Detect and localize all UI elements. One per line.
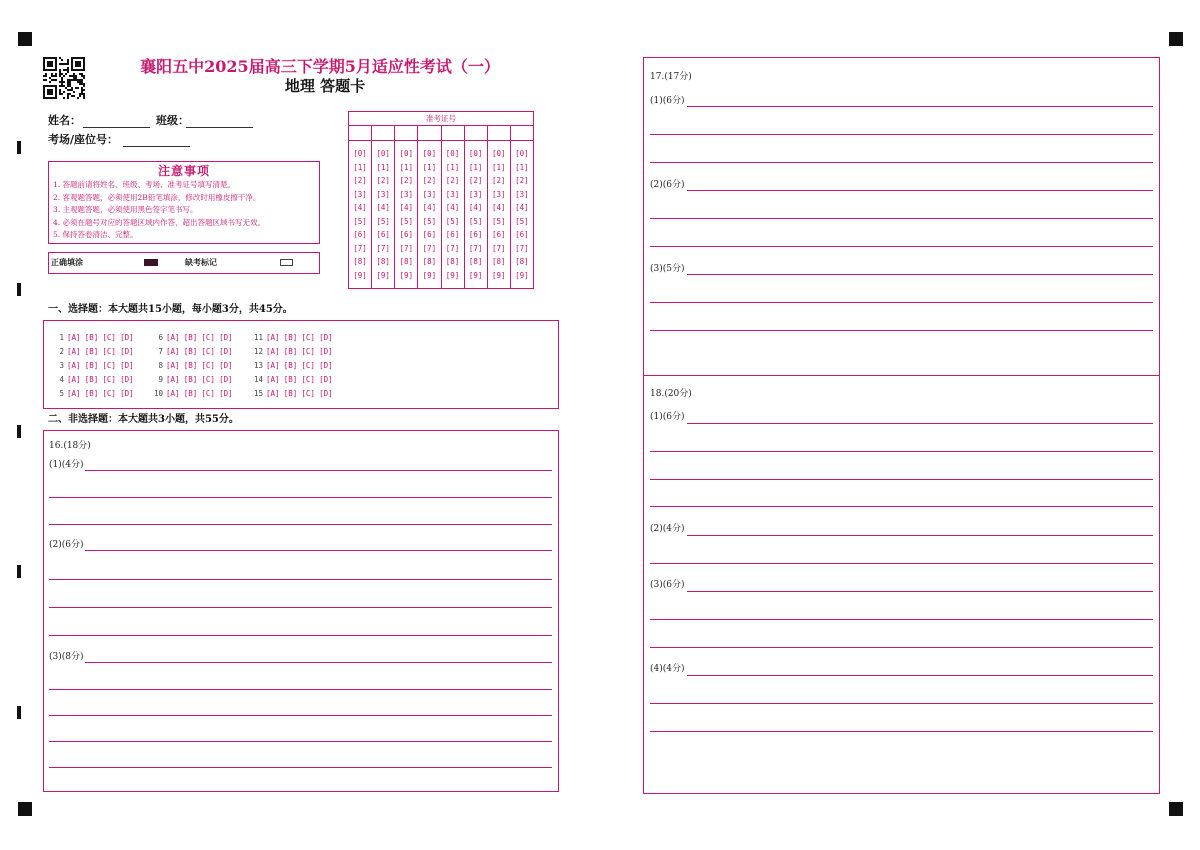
exam-id-digit-bubble: [9] [353,270,367,280]
choice-question-number: 13 [253,361,263,370]
choice-question-number: 7 [158,347,163,356]
choice-option-bubble: [A] [266,361,280,370]
choice-option-bubble: [A] [266,333,280,342]
choice-question [149,331,237,345]
choice-option-bubble: [C] [201,347,215,356]
exam-id-digit-bubble: [3] [468,189,483,199]
exam-id-digit-bubble: [2] [492,176,506,185]
q17-q18-answer-area [643,57,1160,794]
exam-id-digit-bubble: [7] [422,243,437,253]
q17-part-2-line [687,190,1153,191]
choice-question [50,387,138,401]
exam-id-digit-bubble: [6] [445,230,460,239]
choice-option-bubble: [B] [183,389,198,398]
choice-option-bubble: [A] [67,347,81,356]
choice-option-bubble: [D] [319,361,333,370]
q18-part-1-line [687,423,1153,424]
qr-finder-top-left [43,57,57,71]
choice-question-number: 2 [59,347,64,356]
exam-id-digit-bubble: [8] [492,257,506,266]
answer-line [49,741,552,742]
exam-id-digit-bubble: [3] [515,189,529,199]
exam-id-digit-bubble: [0] [353,149,367,158]
choice-option-bubble: [D] [120,389,134,398]
exam-id-digit-bubble: [8] [399,257,414,266]
choice-option-bubble: [B] [84,389,99,398]
q16-part-2-line [85,550,552,551]
exam-id-digit-bubble: [4] [492,203,506,212]
choice-option-bubble: [A] [67,361,81,370]
answer-line [49,767,552,768]
choice-option-bubble: [C] [201,375,215,384]
exam-id-digit-bubble: [4] [353,203,367,212]
exam-id-digit-bubble: [0] [468,149,483,158]
choice-option-bubble: [C] [301,347,315,356]
exam-id-digit-bubble: [5] [399,216,414,226]
name-label: 姓名： [48,114,81,127]
choice-question-number: 11 [253,333,263,342]
exam-id-digit-bubble: [8] [445,257,460,266]
exam-id-digit-bubble: [9] [515,270,529,280]
exam-id-digit-bubble: [1] [422,162,437,172]
notice-list [53,179,319,242]
answer-line [650,218,1153,219]
exam-id-digit-bubble: [2] [468,176,483,185]
choice-option-bubble: [A] [166,361,180,370]
exam-id-digit-bubble: [7] [376,243,390,253]
notice-title: 注意事项 [157,164,210,178]
choice-option-bubble: [D] [120,361,134,370]
q17-part-2-label: (2)(6分) [650,180,685,190]
exam-id-digit-bubble: [3] [422,189,437,199]
exam-id-digit-bubble: [3] [445,189,460,199]
correct-fill-label: 正确填涂 [51,257,83,267]
exam-id-entry-cell [442,126,465,140]
exam-id-entry-row [349,126,533,141]
exam-id-digit-bubble: [6] [353,230,367,239]
choice-option-bubble: [D] [120,375,134,384]
exam-id-digit-bubble: [3] [399,189,414,199]
choice-option-bubble: [C] [102,347,116,356]
answer-line [650,134,1153,135]
exam-id-entry-cell [372,126,395,140]
exam-id-digit-bubble: [0] [422,149,437,158]
exam-id-digit-column [442,141,465,288]
answer-line [650,703,1153,704]
exam-id-digit-column [349,141,372,288]
choice-option-bubble: [B] [183,361,198,370]
answer-line [49,689,552,690]
q18-part-1-label: (1)(6分) [650,412,685,422]
exam-id-digit-bubble: [9] [422,270,437,280]
choice-option-bubble: [B] [84,361,99,370]
choice-option-bubble: [D] [319,389,333,398]
choice-option-bubble: [A] [67,375,81,384]
choice-question-number: 6 [158,333,163,342]
answer-line [650,451,1153,452]
q18-part-3-line [687,591,1153,592]
answer-line [49,497,552,498]
q17-part-3-line [687,274,1153,275]
answer-line [650,731,1153,732]
choice-option-bubble: [C] [301,333,315,342]
answer-line [49,524,552,525]
answer-line [650,302,1153,303]
class-label: 班级： [156,114,189,127]
q18-part-4-line [687,675,1153,676]
exam-id-entry-cell [511,126,533,140]
choice-option-bubble: [A] [266,389,280,398]
exam-id-title: 准考证号 [349,112,533,126]
notice-item: 3. 主观题答题，必须使用黑色签字笔书写。 [53,205,198,215]
exam-subtitle: 地理 答题卡 [284,77,366,95]
seat-field [123,146,190,147]
exam-id-digit-bubble: [9] [376,270,390,280]
exam-id-digit-column [511,141,533,288]
seat-label: 考场/座位号： [48,133,119,146]
choice-option-bubble: [D] [219,361,233,370]
exam-id-entry-cell [395,126,418,140]
choice-option-bubble: [D] [120,333,134,342]
answer-line [650,246,1153,247]
timing-mark [17,283,21,296]
exam-id-digit-bubble: [7] [445,243,460,253]
choice-question-number: 4 [59,375,64,384]
q18-part-2-label: (2)(4分) [650,524,685,534]
notice-item: 1. 答题前请将姓名、班级、考场、准考证号填写清楚。 [53,180,236,189]
q16-title: 16.(18分) [49,441,91,451]
q16-part-1-label: (1)(4分) [49,460,84,470]
answer-line [650,619,1153,620]
timing-mark [17,565,21,578]
exam-id-entry-cell [418,126,441,140]
exam-id-digit-bubble: [6] [399,230,414,239]
q16-part-3-line [85,662,552,663]
qr-finder-top-right [71,57,85,71]
answer-line [49,715,552,716]
choice-option-bubble: [C] [102,361,116,370]
choice-question [149,345,237,359]
exam-id-digit-bubble: [7] [353,243,367,253]
exam-id-bubble-area [349,141,533,288]
choice-option-bubble: [D] [219,333,233,342]
choice-option-bubble: [D] [319,375,333,384]
exam-id-digit-column [465,141,488,288]
exam-id-digit-bubble: [5] [422,216,437,226]
choice-option-bubble: [A] [266,347,280,356]
choice-question-number: 14 [253,375,263,384]
choice-question-number: 1 [59,333,64,342]
choice-option-bubble: [C] [301,389,315,398]
answer-line [49,635,552,636]
exam-id-digit-bubble: [6] [492,230,506,239]
exam-id-digit-bubble: [0] [399,149,414,158]
choice-question [50,359,138,373]
exam-id-digit-bubble: [5] [492,216,506,226]
exam-id-digit-bubble: [4] [445,203,460,212]
exam-id-digit-bubble: [8] [422,257,437,266]
choice-question-number: 10 [153,389,163,398]
absent-mark-label: 缺考标记 [185,257,217,267]
choice-question [50,345,138,359]
answer-line [650,162,1153,163]
choice-option-bubble: [B] [183,375,198,384]
timing-mark [17,706,21,719]
choice-answer-box [43,320,559,409]
choice-option-bubble: [C] [201,389,215,398]
exam-id-digit-bubble: [4] [515,203,529,212]
q18-part-2-line [687,535,1153,536]
exam-id-digit-bubble: [2] [445,176,460,185]
choice-question [149,387,237,401]
exam-id-digit-bubble: [2] [376,176,390,185]
choice-option-bubble: [C] [301,375,315,384]
exam-id-digit-bubble: [1] [353,162,367,172]
exam-id-digit-bubble: [5] [515,216,529,226]
exam-id-digit-bubble: [1] [468,162,483,172]
timing-mark [17,141,21,154]
exam-id-digit-bubble: [8] [376,257,390,266]
exam-id-digit-bubble: [1] [515,162,529,172]
choice-section-title: 一、选择题：本大题共15小题，每小题3分，共45分。 [48,304,293,315]
choice-option-bubble: [A] [67,389,81,398]
exam-id-digit-bubble: [7] [399,243,414,253]
exam-id-digit-bubble: [3] [492,189,506,199]
exam-id-digit-bubble: [5] [468,216,483,226]
choice-option-bubble: [B] [283,347,298,356]
q16-part-2-label: (2)(6分) [49,540,84,550]
exam-id-entry-cell [488,126,511,140]
exam-id-digit-bubble: [0] [445,149,460,158]
q18-title: 18.(20分) [650,389,692,399]
choice-option-bubble: [B] [84,347,99,356]
answer-line [650,330,1153,331]
corner-mark-top-left [18,32,32,46]
exam-id-digit-bubble: [6] [422,230,437,239]
answer-line [49,579,552,580]
exam-id-digit-bubble: [0] [376,149,390,158]
exam-id-digit-bubble: [6] [468,230,483,239]
q18-part-4-label: (4)(4分) [650,664,685,674]
exam-id-digit-bubble: [4] [376,203,390,212]
choice-option-bubble: [C] [102,375,116,384]
corner-mark-bottom-right [1169,802,1183,816]
choice-question [249,345,337,359]
choice-question [50,331,138,345]
exam-id-digit-bubble: [9] [492,270,506,280]
name-field [83,127,150,128]
exam-id-entry-cell [349,126,372,140]
exam-id-digit-bubble: [9] [445,270,460,280]
choice-question [149,373,237,387]
correct-fill-sample [144,259,158,266]
choice-option-bubble: [B] [84,375,99,384]
choice-question-number: 8 [158,361,163,370]
written-section-title: 二、非选择题：本大题共3小题，共55分。 [48,414,239,425]
exam-id-digit-bubble: [8] [353,257,367,266]
exam-id-digit-bubble: [0] [492,149,506,158]
notice-item: 4. 必须在题号对应的答题区域内作答，超出答题区域书写无效。 [53,217,266,227]
choice-question-number: 5 [59,389,64,398]
absent-mark-box [280,259,293,266]
exam-id-digit-bubble: [0] [515,149,529,158]
exam-id-digit-column [372,141,395,288]
exam-id-digit-bubble: [5] [353,216,367,226]
choice-question [249,373,337,387]
choice-option-bubble: [A] [166,389,180,398]
choice-option-bubble: [C] [201,361,215,370]
choice-option-bubble: [B] [84,333,99,342]
q16-answer-area [43,430,559,792]
choice-question [249,387,337,401]
choice-option-bubble: [B] [283,333,298,342]
exam-id-digit-bubble: [9] [399,270,414,280]
exam-id-digit-bubble: [8] [468,257,483,266]
exam-id-digit-bubble: [7] [515,243,529,253]
choice-option-bubble: [B] [283,375,298,384]
exam-id-digit-bubble: [5] [376,216,390,226]
exam-id-digit-bubble: [2] [515,176,529,185]
answer-line [650,506,1153,507]
exam-id-digit-column [395,141,418,288]
answer-line [49,607,552,608]
exam-id-digit-bubble: [5] [445,216,460,226]
choice-option-bubble: [D] [319,347,333,356]
exam-id-digit-column [488,141,511,288]
exam-id-digit-bubble: [2] [422,176,437,185]
choice-option-bubble: [D] [120,347,134,356]
q17-part-3-label: (3)(5分) [650,264,685,274]
fill-legend-box [48,252,320,274]
choice-option-bubble: [D] [219,375,233,384]
q17-part-1-label: (1)(6分) [650,96,685,106]
choice-option-bubble: [C] [201,333,215,342]
exam-id-digit-column [418,141,441,288]
exam-id-digit-bubble: [1] [445,162,460,172]
qr-code [43,57,85,99]
exam-id-digit-bubble: [1] [399,162,414,172]
exam-id-grid [348,111,534,289]
corner-mark-top-right [1169,32,1183,46]
choice-option-bubble: [D] [219,389,233,398]
answer-line [650,479,1153,480]
choice-option-bubble: [B] [183,333,198,342]
choice-option-bubble: [B] [183,347,198,356]
question-divider [644,375,1159,376]
choice-question [249,331,337,345]
q16-part-1-line [85,470,552,471]
choice-question-number: 9 [158,375,163,384]
timing-mark [17,425,21,438]
exam-title: 襄阳五中2025届高三下学期5月适应性考试（一） [140,57,500,76]
q18-part-3-label: (3)(6分) [650,580,685,590]
notice-item: 2. 客观题答题，必须使用2B铅笔填涂，修改时用橡皮擦干净。 [53,192,261,202]
choice-question-number: 15 [253,389,263,398]
exam-id-digit-bubble: [9] [468,270,483,280]
q16-part-3-label: (3)(8分) [49,652,84,662]
choice-question [149,359,237,373]
exam-id-digit-bubble: [4] [422,203,437,212]
class-field [186,127,253,128]
choice-option-bubble: [D] [319,333,333,342]
notice-box [48,161,320,244]
q17-part-1-line [687,106,1153,107]
answer-line [650,647,1153,648]
exam-id-digit-bubble: [1] [376,162,390,172]
choice-option-bubble: [A] [166,333,180,342]
choice-option-bubble: [C] [301,361,315,370]
exam-id-digit-bubble: [2] [399,176,414,185]
exam-id-digit-bubble: [3] [376,189,390,199]
choice-question [249,359,337,373]
exam-id-digit-bubble: [3] [353,189,367,199]
exam-id-digit-bubble: [1] [492,162,506,172]
choice-option-bubble: [B] [283,389,298,398]
exam-id-digit-bubble: [7] [468,243,483,253]
choice-option-bubble: [D] [219,347,233,356]
exam-id-digit-bubble: [4] [468,203,483,212]
choice-option-bubble: [C] [102,333,116,342]
q17-title: 17.(17分) [650,72,692,82]
choice-question-number: 3 [59,361,64,370]
exam-id-digit-bubble: [6] [515,230,529,239]
notice-item: 5. 保持答卷清洁、完整。 [53,230,138,240]
choice-option-bubble: [A] [67,333,81,342]
exam-id-digit-bubble: [8] [515,257,529,266]
qr-finder-bottom-left [43,85,57,99]
choice-option-bubble: [A] [166,375,180,384]
choice-option-bubble: [C] [102,389,116,398]
choice-question [50,373,138,387]
exam-id-digit-bubble: [2] [353,176,367,185]
answer-line [650,563,1153,564]
choice-option-bubble: [B] [283,361,298,370]
choice-question-number: 12 [253,347,263,356]
exam-id-digit-bubble: [6] [376,230,390,239]
choice-option-bubble: [A] [266,375,280,384]
corner-mark-bottom-left [18,802,32,816]
choice-option-bubble: [A] [166,347,180,356]
exam-id-entry-cell [465,126,488,140]
exam-id-digit-bubble: [7] [492,243,506,253]
exam-id-digit-bubble: [4] [399,203,414,212]
